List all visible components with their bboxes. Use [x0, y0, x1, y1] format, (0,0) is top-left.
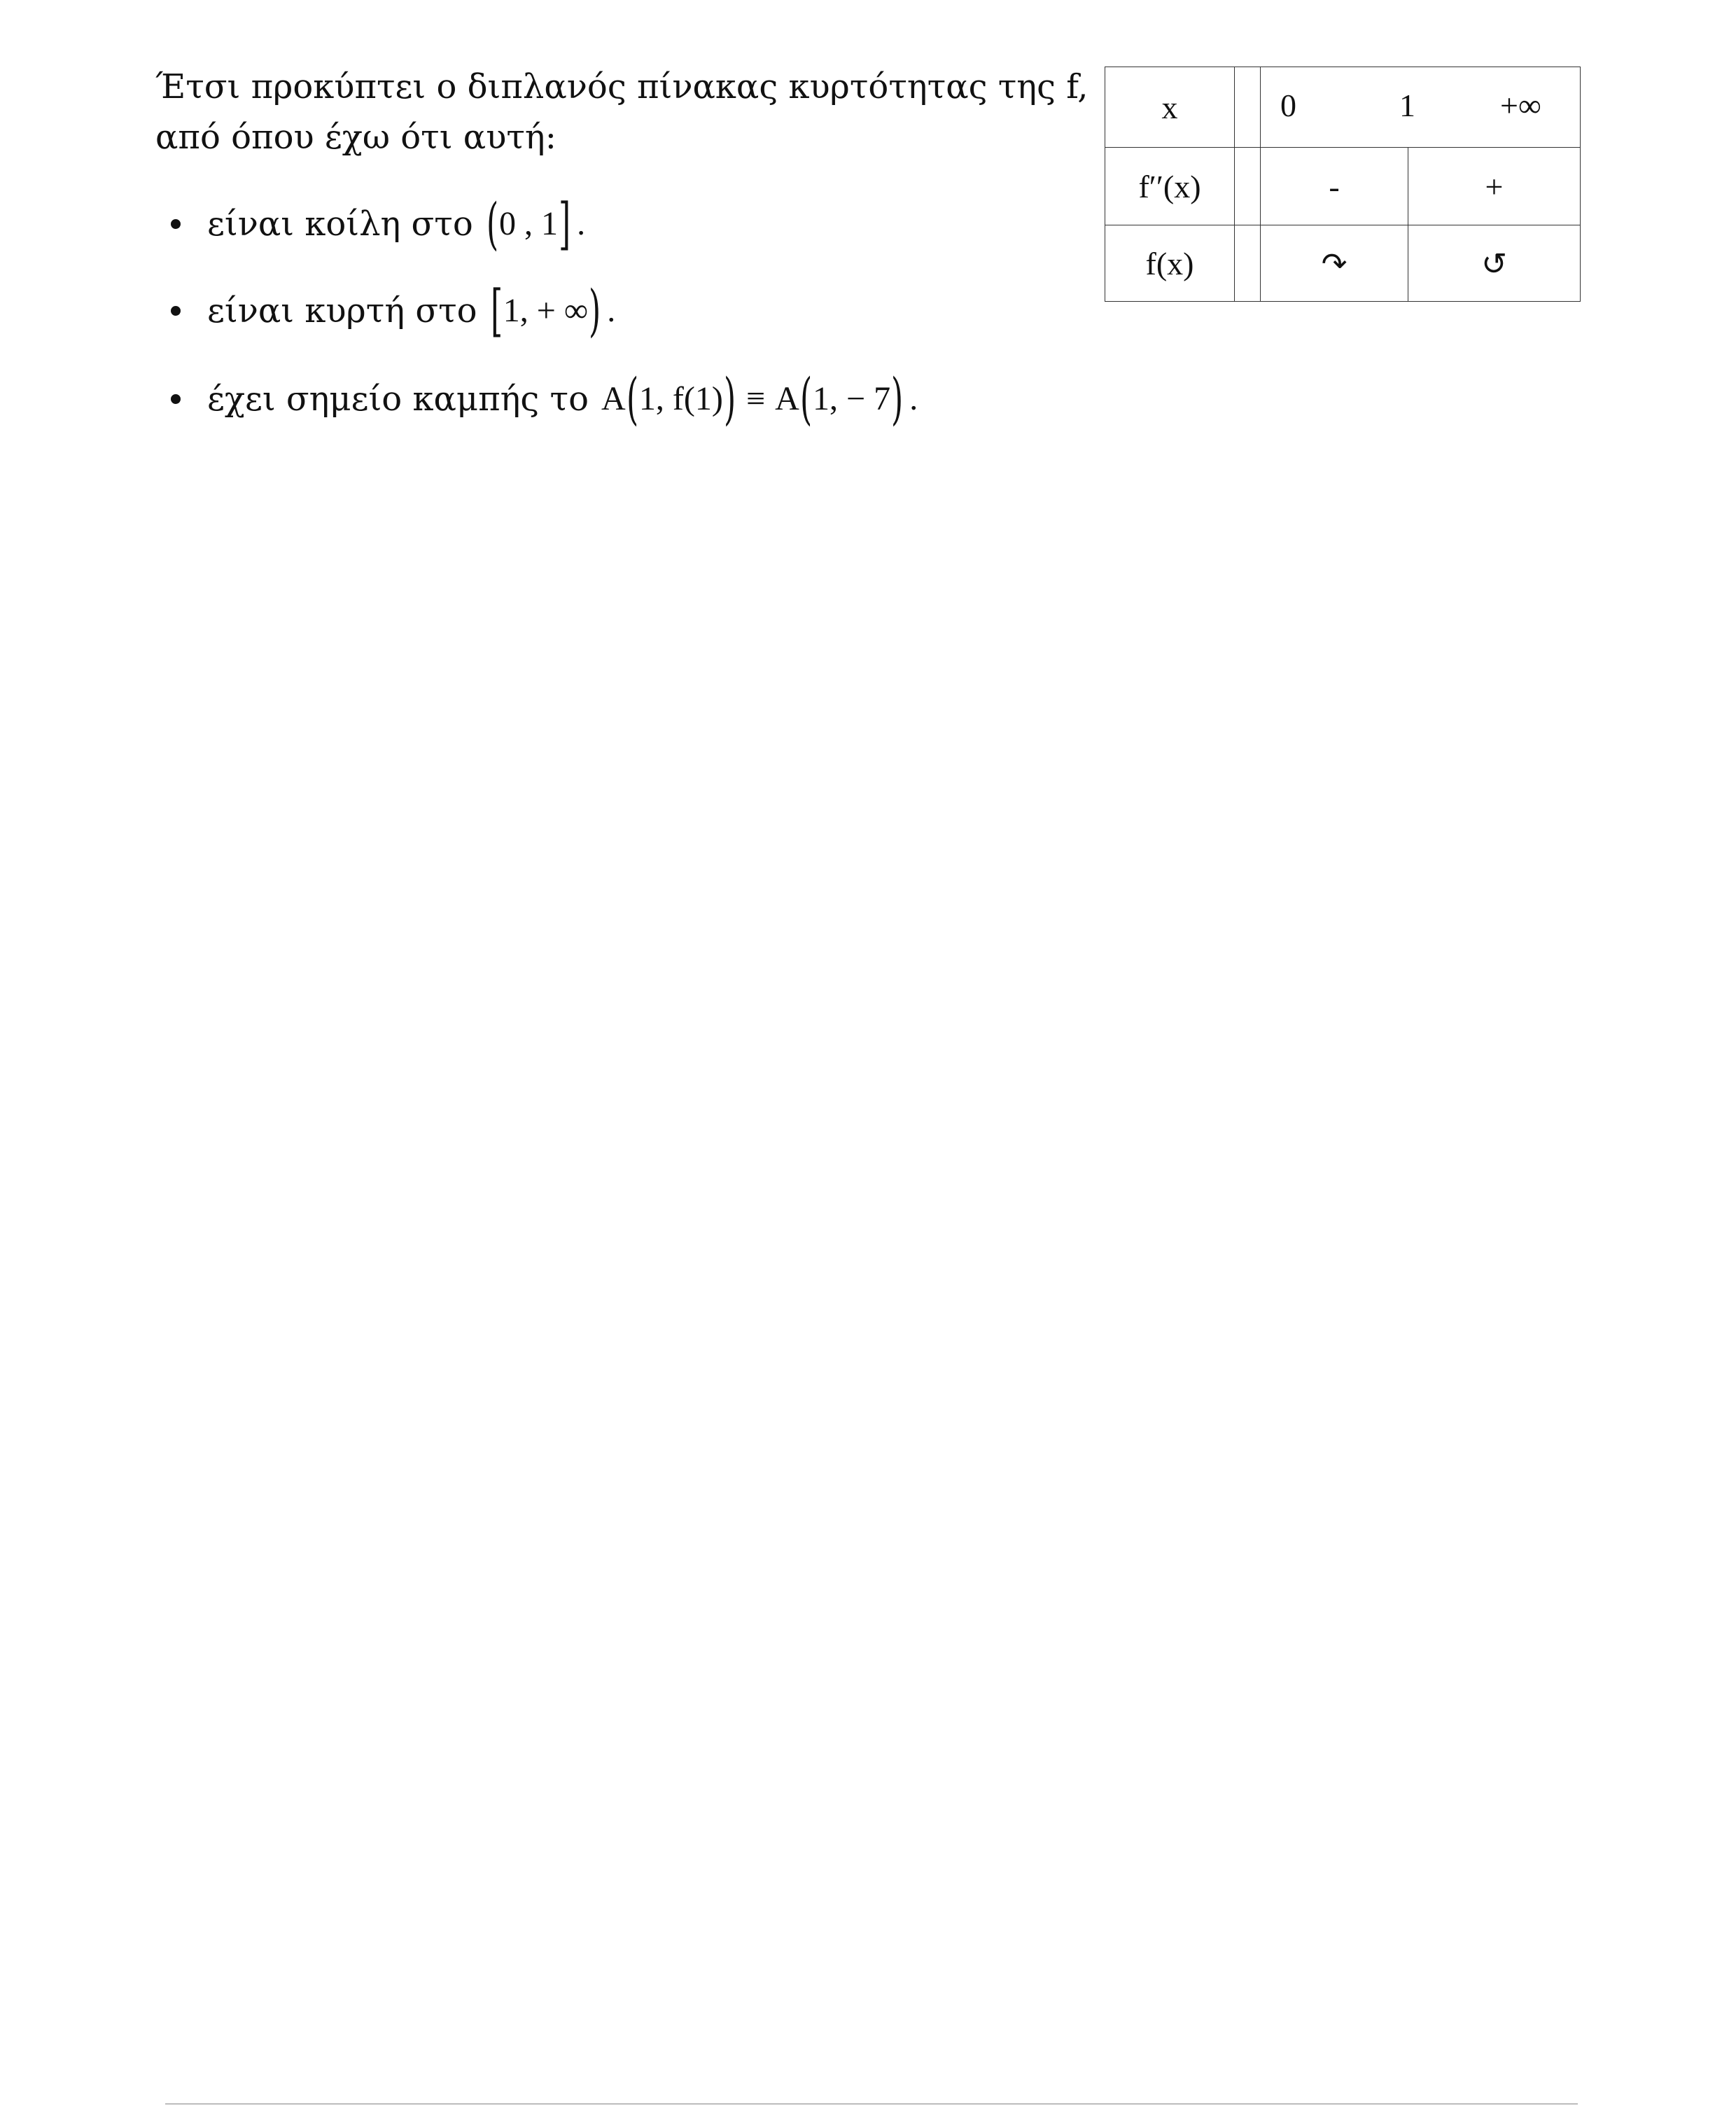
- table-row-second-derivative: [1105, 148, 1581, 225]
- text-block: [155, 62, 1088, 431]
- convex-arrow-icon: ↺: [1481, 246, 1507, 282]
- convexity-table: [1105, 67, 1581, 302]
- bullet-text: έχει σημείο καμπής το: [207, 379, 589, 419]
- bullet-dot-icon: [171, 394, 181, 404]
- bullet-text: είναι κυρτή στο: [207, 291, 477, 330]
- x-values-cell: [1261, 67, 1581, 148]
- interval-values: 1, + ∞: [503, 292, 589, 329]
- bullet-inflection: [155, 364, 918, 434]
- point-open: (: [799, 366, 812, 431]
- point-open: (: [626, 366, 638, 431]
- sentence-end: .: [909, 380, 918, 417]
- interval-open: (: [486, 191, 498, 256]
- sign-positive: +: [1408, 148, 1581, 225]
- table-row-x: [1105, 67, 1581, 148]
- table-gap-cell: [1235, 148, 1261, 225]
- bullet-dot-icon: [171, 219, 181, 229]
- label-second-derivative: f′′(x): [1105, 148, 1235, 225]
- point-coords: 1, f(1): [638, 380, 723, 417]
- intro-line-2: από όπου έχω ότι αυτή:: [155, 118, 556, 157]
- point-label: A: [601, 380, 626, 417]
- point-close: ): [891, 366, 904, 431]
- interval-close: ): [589, 278, 601, 343]
- concave-arrow-icon: ↷: [1321, 246, 1348, 282]
- table-gap-cell: [1235, 225, 1261, 302]
- cell-concave: [1261, 225, 1408, 302]
- label-x: x: [1105, 67, 1235, 148]
- point-coords: 1, − 7: [813, 380, 891, 417]
- point-label: A: [775, 380, 799, 417]
- bullet-dot-icon: [171, 306, 181, 316]
- sentence-end: .: [607, 292, 616, 329]
- sentence-end: .: [577, 205, 586, 242]
- x-value-zero: 0: [1280, 88, 1296, 123]
- bullet-text: είναι κοίλη στο: [207, 204, 473, 244]
- point-close: ): [723, 366, 736, 431]
- sign-negative: -: [1261, 148, 1408, 225]
- interval-close: ]: [558, 191, 571, 256]
- interval-values: 0 , 1: [498, 205, 558, 242]
- bullet-convex: [155, 276, 615, 346]
- intro-line-1: Έτσι προκύπτει ο διπλανός πίνακας κυρτότητας της f,: [155, 67, 1088, 106]
- interval-open: [: [490, 278, 503, 343]
- x-value-one: 1: [1399, 88, 1415, 123]
- table-gap-cell: [1235, 67, 1261, 148]
- label-f: f(x): [1105, 225, 1235, 302]
- bullet-concave: [155, 189, 585, 259]
- x-value-infinity: +∞: [1500, 88, 1541, 123]
- x-values: [1261, 67, 1580, 147]
- equivalence-symbol: ≡: [746, 380, 766, 417]
- footer-divider: [165, 2103, 1578, 2105]
- table-row-f: [1105, 225, 1581, 302]
- cell-convex: [1408, 225, 1581, 302]
